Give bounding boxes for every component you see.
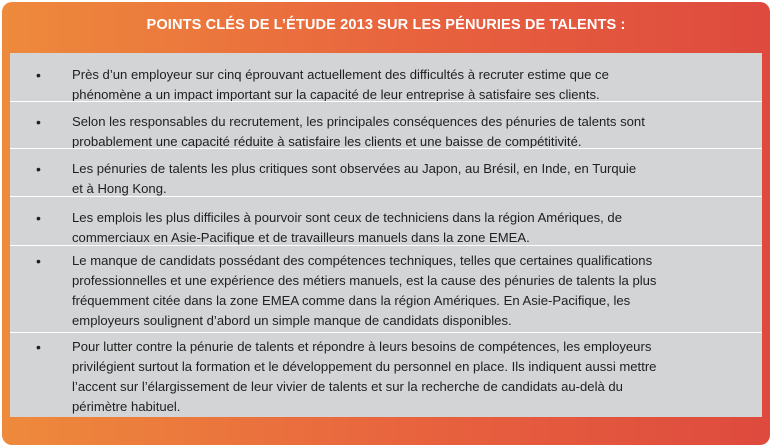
bullet-icon: • (36, 67, 41, 83)
list-item-text: Les emplois les plus difficiles à pourvoir sont ceux de techniciens dans la région Amériques, de commerciaux en Asie-Pacifique et de travailleurs manuels dans la zone EMEA. (72, 210, 623, 245)
list-item (10, 53, 762, 101)
bullet-icon: • (36, 114, 41, 130)
key-points-panel (2, 2, 770, 445)
list-item (10, 148, 762, 196)
list-item-text: Les pénuries de talents les plus critiques sont observées au Japon, au Brésil, en Inde, en Turquie et à Hong Kong. (72, 161, 637, 196)
bullet-icon: • (36, 210, 41, 226)
list-item-text: Pour lutter contre la pénurie de talents et répondre à leurs besoins de compétences, les employeurs privilégient surtout la formation et le développement du personnel en place. Ils indiquent aussi mettre l’accent sur l’élargissement de leur vivier de talents et sur la recherche de candidats au-delà du périmètre habituel. (72, 339, 657, 414)
panel-title: POINTS CLÉS DE L’ÉTUDE 2013 SUR LES PÉNURIES DE TALENTS : (146, 17, 626, 33)
list-item (10, 332, 762, 417)
bullet-icon: • (36, 339, 41, 355)
key-points-list (10, 53, 762, 417)
list-item (10, 196, 762, 245)
bullet-icon: • (36, 253, 41, 269)
list-item-text: Le manque de candidats possédant des compétences techniques, telles que certaines qualifications professionnelles et une expérience des métiers manuels, est la cause des pénuries de talents la plus fréquemment citée dans la zone EMEA comme dans la région Amériques. En Asie-Pacifique, les employeurs soulignent d’abord un simple manque de candidats disponibles. (72, 253, 657, 328)
list-item-text: Près d’un employeur sur cinq éprouvant actuellement des difficultés à recruter estime que ce phénomène a un impact important sur la capacité de leur entreprise à satisfaire ses clients. (72, 67, 609, 102)
list-item-text: Selon les responsables du recrutement, les principales conséquences des pénuries de talents sont probablement une capacité réduite à satisfaire les clients et une baisse de compétitivité. (72, 114, 645, 149)
list-item (10, 245, 762, 332)
list-item (10, 101, 762, 148)
bullet-icon: • (36, 161, 41, 177)
